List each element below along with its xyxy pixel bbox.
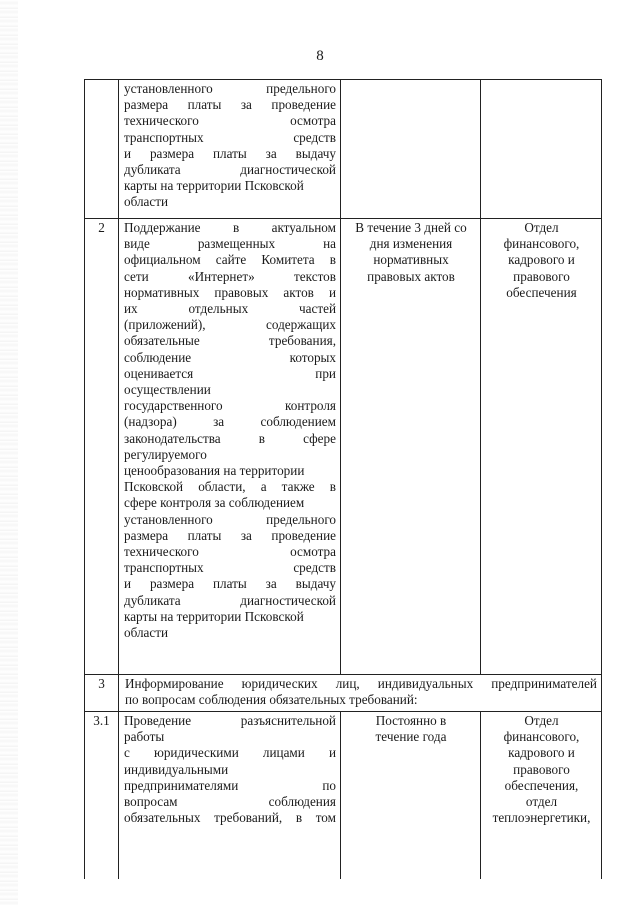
row-2-text-line: размера платы за проведение: [124, 527, 336, 543]
row-3-1-text-line: обязательных требований, в том: [124, 810, 336, 826]
row-2-text-line: нормативных правовых актов и: [124, 284, 336, 300]
row-cont-text-line: и размера платы за выдачу: [124, 145, 336, 161]
row-cont-text-line: размера платы за проведение: [124, 97, 336, 113]
row-3-1-deadline-cell: [340, 711, 480, 879]
row-3-1-text-line: работы: [124, 729, 165, 745]
row-3-1-number-cell: [84, 711, 118, 879]
row-2-responsible-cell: [480, 218, 602, 674]
row-2-text-line: регулируемого: [124, 446, 207, 462]
row-cont-number-cell: [84, 79, 118, 218]
row-2-deadline-cell: [340, 218, 480, 674]
row-3-1-text-line: вопросам соблюдения: [124, 794, 336, 810]
row-cont-text-line: технического осмотра: [124, 113, 336, 129]
row-2-text-line: технического осмотра: [124, 544, 336, 560]
row-3-1-text-cell: [118, 711, 340, 879]
row-cont-text-cell: [118, 79, 340, 218]
row-2-text-line: оценивается при: [124, 365, 336, 381]
row-3-1-responsible-line: отдел: [525, 794, 558, 810]
row-3-1-responsible-line: финансового,: [503, 729, 580, 745]
row-2-deadline-line: дня изменения: [369, 236, 453, 252]
row-cont-text-line: установленного предельного: [124, 81, 336, 96]
row-3-1-responsible-line: Отдел: [524, 713, 559, 728]
row-cont-text-line: области: [124, 194, 169, 210]
row-3-1-text-line: предпринимателями по: [124, 777, 336, 793]
row-2-responsible-line: финансового,: [503, 236, 580, 252]
row-cont-text-line: карты на территории Псковской: [124, 178, 304, 194]
row-2-text-line: транспортных средств: [124, 560, 336, 576]
row-2-text-line: сфере контроля за соблюдением: [124, 495, 305, 511]
scan-edge-artifact: [0, 0, 18, 905]
row-2-text-line: Поддержание в актуальном: [124, 220, 336, 235]
row-2-number-cell: [84, 218, 118, 674]
row-2-text-line: государственного контроля: [124, 398, 336, 414]
row-2-text-line: установленного предельного: [124, 511, 336, 527]
row-3-1-text-line: индивидуальными: [124, 761, 229, 777]
row-2-responsible-line: правового: [513, 268, 570, 284]
row-3-1-responsible-line: правового: [513, 761, 570, 777]
row-3-1-number: 3.1: [93, 713, 110, 728]
row-3-number-cell: [84, 674, 118, 711]
row-2-text-line: официальном сайте Комитета в: [124, 252, 336, 268]
row-3-1-responsible-line: кадрового и: [508, 745, 575, 761]
row-3-1-responsible-line: обеспечения,: [504, 777, 579, 793]
row-2-text-line: Псковской области, а также в: [124, 479, 336, 495]
row-cont-deadline-cell: [340, 79, 480, 218]
row-2-text-line: обязательные требования,: [124, 333, 336, 349]
row-2-text-line: ценообразования на территории: [124, 463, 305, 479]
row-3-1-responsible-line: теплоэнергетики,: [492, 810, 591, 826]
row-2-text-line: законодательства в сфере: [124, 430, 336, 446]
row-2-text-line: сети «Интернет» текстов: [124, 268, 336, 284]
row-3-1-deadline-line: Постоянно в: [375, 713, 447, 728]
row-2-text-line: области: [124, 625, 169, 641]
row-2-text-cell: [118, 218, 340, 674]
row-2-text-line: осуществлении: [124, 382, 211, 398]
row-2-number: 2: [98, 220, 105, 235]
row-2-responsible-line: обеспечения: [506, 284, 577, 300]
row-3-number: 3: [98, 676, 105, 691]
row-2-text-line: дубликата диагностической: [124, 592, 336, 608]
row-2-text-line: (надзора) за соблюдением: [124, 414, 336, 430]
row-2-responsible-line: кадрового и: [508, 252, 575, 268]
row-2-responsible-line: Отдел: [524, 220, 559, 235]
row-2-text-line: (приложений), содержащих: [124, 317, 336, 333]
measures-table: [84, 79, 602, 879]
row-2-text-line: соблюдение которых: [124, 349, 336, 365]
row-2-text-line: их отдельных частей: [124, 301, 336, 317]
row-3-1-deadline-line: течение года: [375, 729, 447, 745]
row-2-deadline-line: В течение 3 дней со: [355, 220, 467, 235]
row-cont-text-line: транспортных средств: [124, 129, 336, 145]
row-2-text-line: виде размещенных на: [124, 236, 336, 252]
row-2-deadline-line: правовых актов: [367, 268, 455, 284]
row-3-heading-cell: [118, 674, 602, 711]
page-number: 8: [316, 48, 324, 64]
row-3-heading-line: Информирование юридических лиц, индивидуальных предпринимателей: [125, 676, 597, 691]
row-3-1-text-line: Проведение разъяснительной: [124, 713, 336, 728]
row-cont-responsible-cell: [480, 79, 602, 218]
row-cont-text-line: дубликата диагностической: [124, 162, 336, 178]
row-3-1-responsible-cell: [480, 711, 602, 879]
row-3-heading-line: по вопросам соблюдения обязательных требований:: [125, 692, 418, 708]
row-2-deadline-line: нормативных: [373, 252, 449, 268]
row-2-text-line: карты на территории Псковской: [124, 608, 304, 624]
row-2-text-line: и размера платы за выдачу: [124, 576, 336, 592]
row-3-1-text-line: с юридическими лицами и: [124, 745, 336, 761]
